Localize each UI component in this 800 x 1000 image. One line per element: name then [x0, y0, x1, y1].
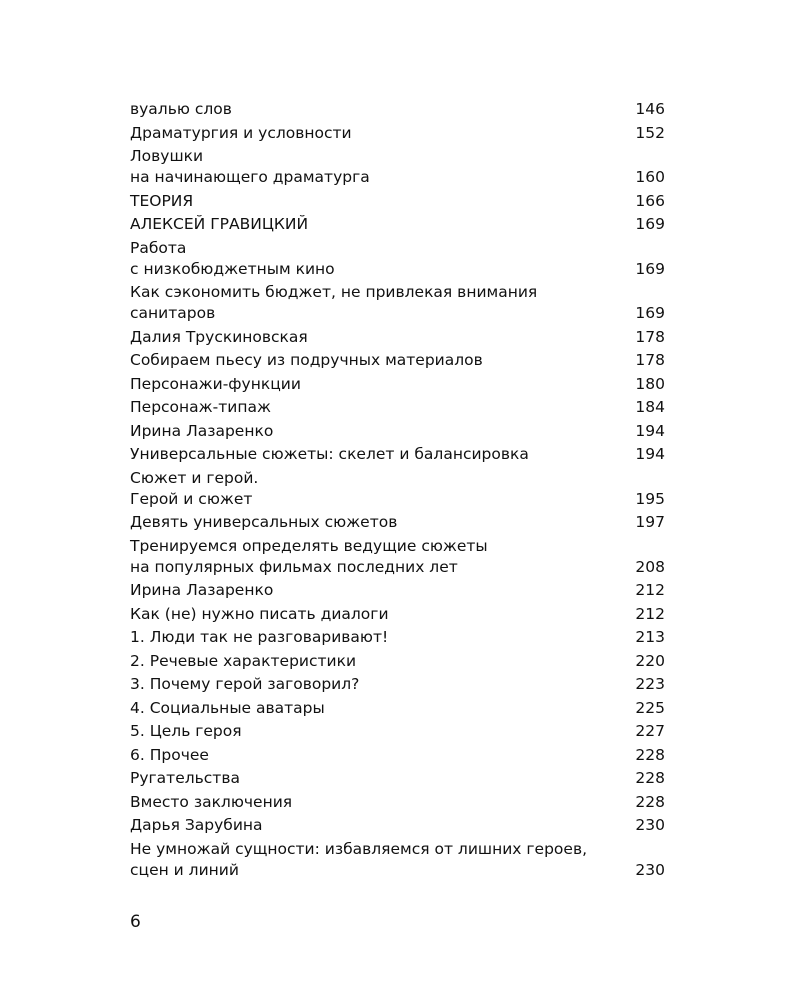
- toc-entry-page: 197: [635, 513, 665, 531]
- toc-entry: [130, 745, 665, 766]
- toc-entry-page: 228: [635, 769, 665, 787]
- toc-entry: [130, 792, 665, 813]
- toc-entry-page: 228: [635, 792, 665, 811]
- toc-entry-page: 194: [635, 445, 665, 463]
- toc-entry-page: 212: [635, 581, 665, 599]
- toc-entry: [130, 721, 665, 742]
- toc-entry-page: 212: [635, 604, 665, 623]
- toc-entry-title: Вместо заключения: [130, 792, 293, 811]
- toc-entry: [130, 146, 665, 188]
- toc-entry-title: 1. Люди так не разговаривают!: [130, 628, 389, 646]
- toc-entry: [130, 839, 665, 881]
- toc-entry-title: ТЕОРИЯ: [130, 191, 194, 210]
- toc-entry-page: 180: [635, 374, 665, 393]
- toc-entry-title: Как сэкономить бюджет, не привлекая внимания: [130, 283, 538, 301]
- toc-entry: [130, 815, 665, 836]
- toc-entry-page: 223: [635, 675, 665, 693]
- toc-entry-title: Не умножай сущности: избавляемся от лишних героев,: [130, 839, 588, 858]
- toc-entry: [130, 768, 665, 789]
- toc-entry: [130, 627, 665, 648]
- toc-entry-title: Ругательства: [130, 769, 240, 787]
- toc-entry-title: 6. Прочее: [130, 745, 209, 764]
- toc-entry: [130, 421, 665, 442]
- toc-entry-page: 208: [635, 557, 665, 576]
- toc-entry-title: Герой и сюжет: [130, 489, 253, 508]
- table-of-contents: [130, 99, 665, 883]
- toc-entry-page: 227: [635, 722, 665, 740]
- toc-entry: [130, 674, 665, 695]
- toc-entry: [130, 580, 665, 601]
- toc-entry-title: АЛЕКСЕЙ ГРАВИЦКИЙ: [130, 215, 309, 233]
- toc-entry-title: 3. Почему герой заговорил?: [130, 675, 360, 693]
- toc-entry-title: Как (не) нужно писать диалоги: [130, 604, 389, 623]
- toc-entry-title: 2. Речевые характеристики: [130, 651, 357, 670]
- toc-entry-page: 152: [635, 123, 665, 142]
- toc-entry-page: 194: [635, 421, 665, 440]
- toc-entry-title: на начинающего драматурга: [130, 168, 370, 186]
- toc-entry: [130, 374, 665, 395]
- toc-entry: [130, 282, 665, 324]
- toc-entry-page: 228: [635, 745, 665, 764]
- toc-entry-page: 169: [635, 304, 665, 322]
- toc-entry: [130, 698, 665, 719]
- toc-entry-page: 169: [635, 259, 665, 278]
- toc-entry-page: 169: [635, 215, 665, 233]
- toc-entry: [130, 350, 665, 371]
- toc-entry-title: санитаров: [130, 304, 216, 322]
- toc-entry-title: Ирина Лазаренко: [130, 421, 274, 440]
- toc-entry-title: Далия Трускиновская: [130, 327, 308, 346]
- toc-entry: [130, 444, 665, 465]
- toc-entry-title: вуалью слов: [130, 100, 232, 118]
- toc-entry-page: 230: [635, 816, 665, 834]
- toc-entry-title: на популярных фильмах последних лет: [130, 557, 458, 576]
- toc-entry-title: Работа: [130, 238, 187, 257]
- toc-entry-page: 146: [635, 100, 665, 118]
- toc-entry-page: 225: [635, 698, 665, 717]
- toc-entry-page: 160: [635, 168, 665, 186]
- page-number: 6: [130, 912, 141, 932]
- toc-entry-title: Драматургия и условности: [130, 123, 352, 142]
- toc-entry-title: Сюжет и герой.: [130, 468, 259, 487]
- toc-entry-title: сцен и линий: [130, 860, 239, 879]
- toc-entry-title: Дарья Зарубина: [130, 816, 263, 834]
- toc-entry: [130, 512, 665, 533]
- toc-entry-page: 195: [635, 489, 665, 508]
- toc-entry: [130, 214, 665, 235]
- toc-entry-title: 5. Цель героя: [130, 722, 242, 740]
- toc-entry-page: 184: [635, 398, 665, 416]
- toc-entry-title: Ирина Лазаренко: [130, 581, 274, 599]
- toc-entry-title: с низкобюджетным кино: [130, 259, 335, 278]
- toc-entry-page: 178: [635, 327, 665, 346]
- toc-entry: [130, 397, 665, 418]
- toc-entry-title: Девять универсальных сюжетов: [130, 513, 398, 531]
- toc-entry: [130, 123, 665, 144]
- toc-entry: [130, 536, 665, 578]
- toc-entry-title: Универсальные сюжеты: скелет и балансировка: [130, 445, 529, 463]
- toc-entry: [130, 327, 665, 348]
- toc-entry-title: Ловушки: [130, 147, 204, 165]
- toc-entry-title: Тренируемся определять ведущие сюжеты: [130, 536, 488, 555]
- toc-entry-page: 230: [635, 860, 665, 879]
- toc-entry-title: Персонажи-функции: [130, 374, 301, 393]
- toc-entry: [130, 468, 665, 510]
- toc-entry-page: 220: [635, 651, 665, 670]
- toc-entry: [130, 191, 665, 212]
- toc-entry-title: 4. Социальные аватары: [130, 698, 325, 717]
- toc-entry-title: Персонаж-типаж: [130, 398, 271, 416]
- toc-entry-title: Собираем пьесу из подручных материалов: [130, 351, 483, 369]
- toc-entry: [130, 99, 665, 120]
- toc-entry-page: 178: [635, 351, 665, 369]
- toc-entry: [130, 651, 665, 672]
- toc-entry-page: 166: [635, 191, 665, 210]
- toc-entry: [130, 238, 665, 280]
- toc-entry: [130, 604, 665, 625]
- toc-entry-page: 213: [635, 628, 665, 646]
